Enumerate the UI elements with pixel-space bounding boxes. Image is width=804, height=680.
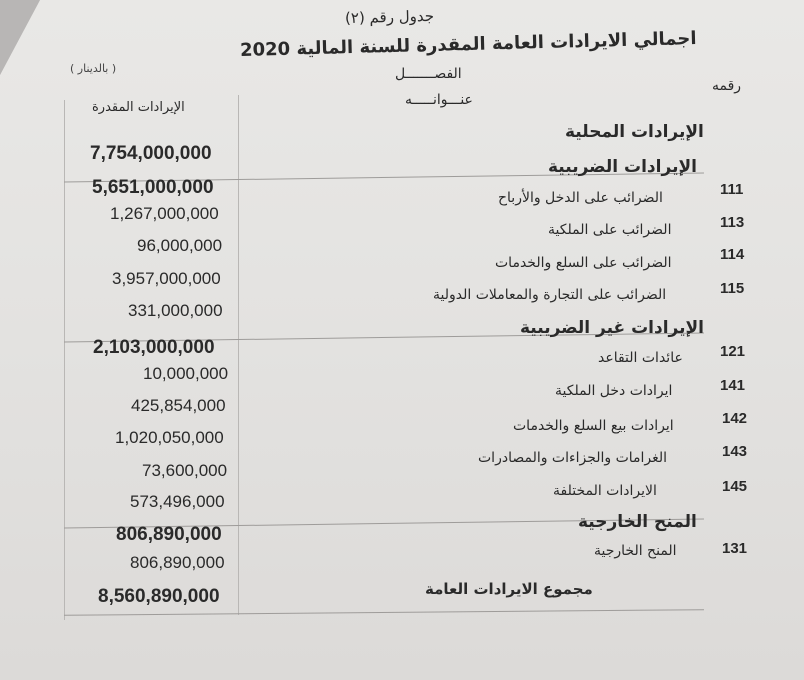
row-code: 113 (720, 214, 745, 231)
row-code: 111 (720, 181, 744, 198)
grand-total-amount: 8,560,890,000 (98, 586, 220, 607)
row-amount: 10,000,000 (143, 364, 229, 383)
column-divider-amount (238, 95, 239, 615)
row-code: 145 (722, 478, 748, 495)
section-heading: الإيرادات الضريبية (548, 157, 697, 177)
row-amount: 331,000,000 (128, 301, 223, 320)
column-amount-header: الإيرادات المقدرة (92, 100, 185, 115)
row-name: الغرامات والجزاءات والمصادرات (478, 450, 668, 466)
row-name: المنح الخارجية (594, 543, 677, 559)
section-heading: الإيرادات المحلية (565, 122, 704, 142)
unit-label: ( بالدينار ) (70, 62, 117, 75)
table-number: جدول رقم (٢) (344, 6, 435, 28)
row-amount: 425,854,000 (131, 396, 226, 415)
row-amount: 573,496,000 (130, 492, 225, 511)
row-name: الضرائب على السلع والخدمات (495, 255, 672, 271)
row-name: عائدات التقاعد (598, 350, 683, 366)
row-code: 142 (722, 410, 748, 427)
row-amount: 96,000,000 (137, 236, 223, 255)
amount-subtotal: 5,651,000,000 (92, 177, 214, 198)
column-name-header: عنـــوانـــــه (405, 92, 473, 108)
row-name: ايرادات دخل الملكية (555, 383, 673, 399)
row-name: ايرادات بيع السلع والخدمات (513, 418, 674, 434)
row-code: 131 (722, 540, 748, 557)
section-heading: المنح الخارجية (578, 512, 697, 532)
row-name: الضرائب على الدخل والأرباح (498, 190, 663, 206)
column-chapter-header: الفصـــــــل (395, 66, 462, 82)
grand-total-label: مجموع الايرادات العامة (425, 580, 593, 598)
section-heading: الإيرادات غير الضريبية (520, 318, 704, 338)
row-name: الضرائب على التجارة والمعاملات الدولية (433, 287, 667, 303)
row-code: 141 (720, 377, 746, 394)
row-amount: 3,957,000,000 (112, 269, 221, 288)
column-divider-left (64, 100, 65, 620)
row-name: الايرادات المختلفة (553, 483, 657, 499)
row-code: 115 (720, 280, 745, 297)
row-amount: 1,020,050,000 (115, 428, 224, 447)
document-title: اجمالي الايرادات العامة المقدرة للسنة المالية 2020 (239, 28, 697, 61)
row-name: الضرائب على الملكية (548, 222, 672, 238)
row-amount: 1,267,000,000 (110, 204, 219, 223)
amount-subtotal: 806,890,000 (116, 524, 222, 545)
row-code: 114 (720, 246, 745, 263)
amount-total: 7,754,000,000 (90, 143, 212, 164)
row-amount: 806,890,000 (130, 553, 225, 572)
row-code: 143 (722, 443, 748, 460)
amount-subtotal: 2,103,000,000 (93, 337, 215, 358)
column-code-header: رقمه (712, 78, 742, 94)
row-amount: 73,600,000 (142, 461, 228, 480)
row-code: 121 (720, 343, 746, 360)
